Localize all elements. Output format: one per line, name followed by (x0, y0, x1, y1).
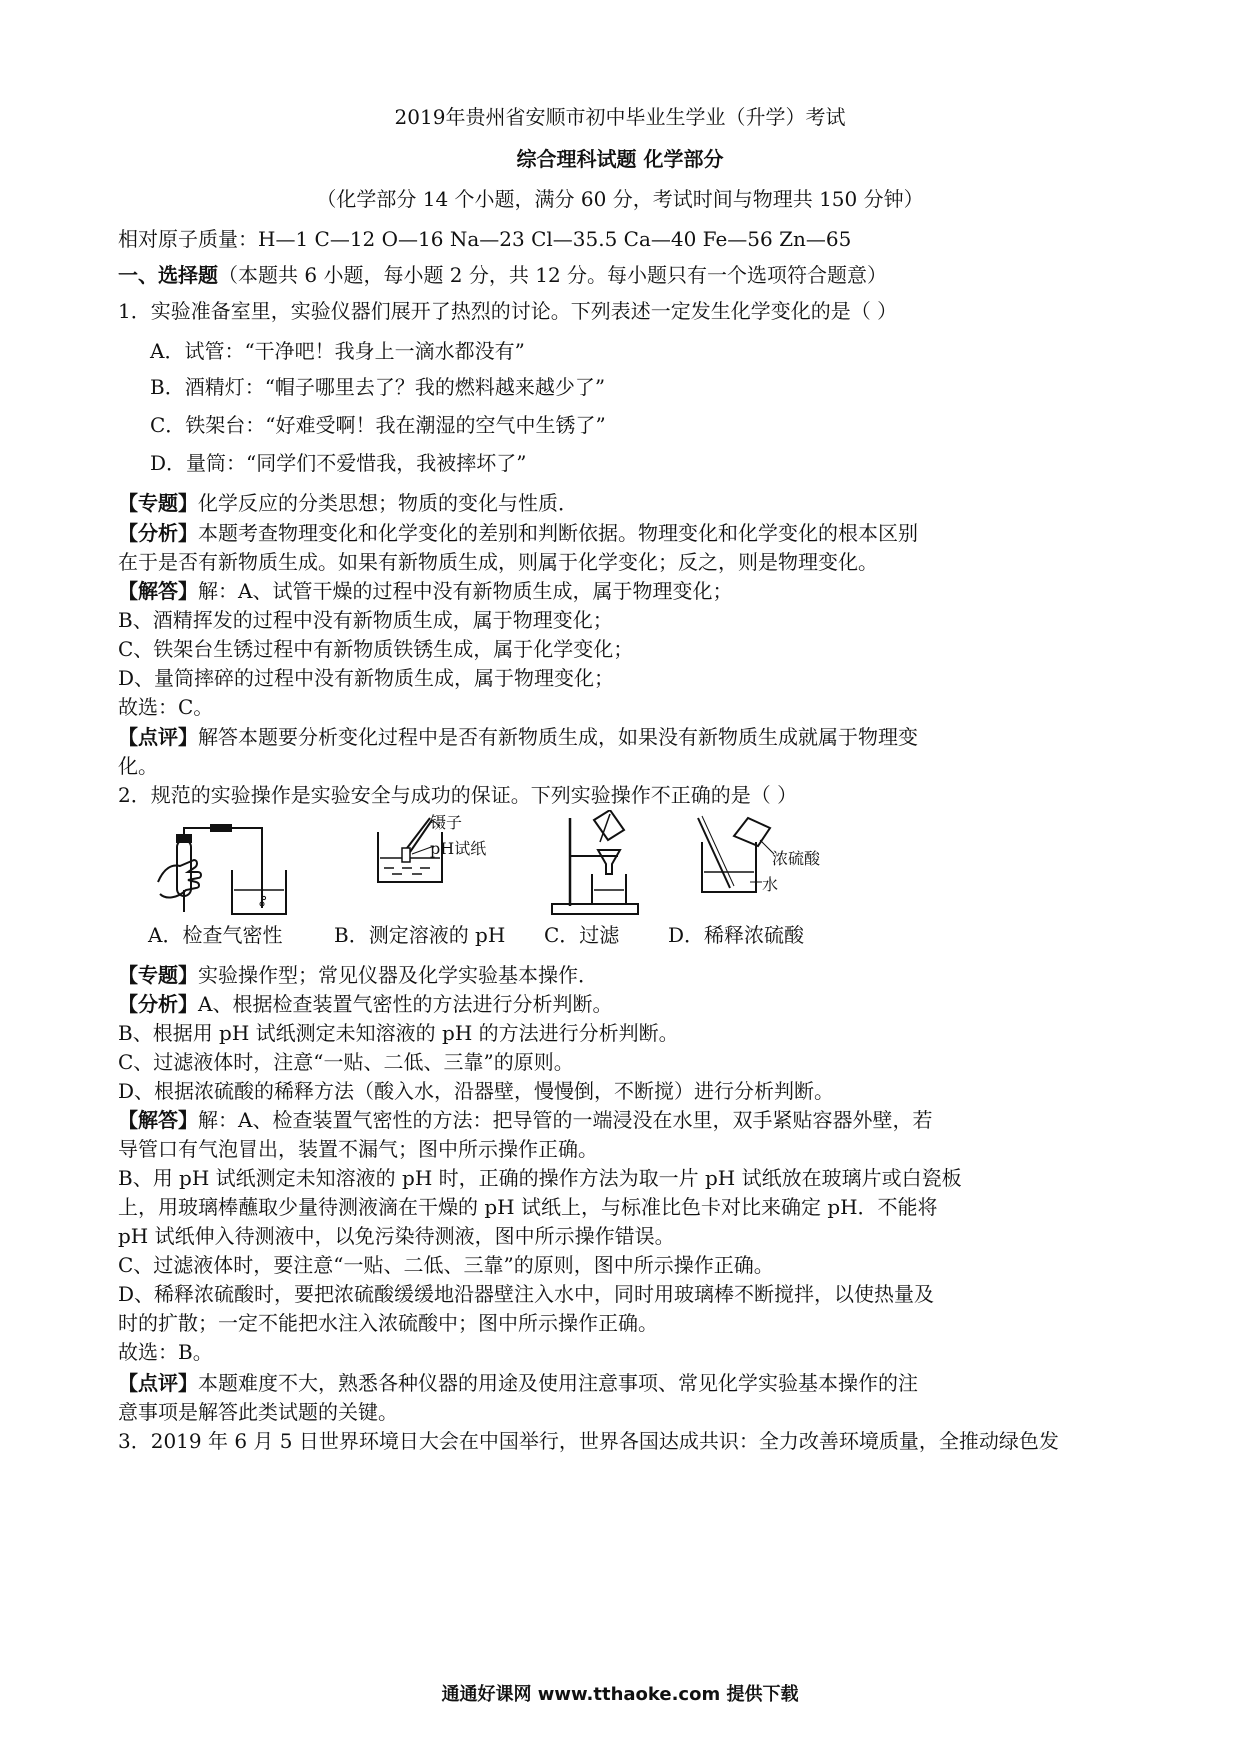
section-heading (118, 262, 887, 288)
q2-topic (118, 962, 598, 988)
q2-answer-text-1: 解：A、检查装置气密性的方法：把导管的一端浸没在水里，双手紧贴容器外壁，若 (198, 1108, 933, 1132)
q2-comment-tag: 【点评】 (118, 1371, 198, 1395)
q2-caption-b: B．测定溶液的 pH (334, 923, 506, 947)
figure-c-drawing (548, 810, 648, 920)
exam-subtitle: 综合理科试题 化学部分 (516, 147, 724, 171)
q1-comment-text-1: 解答本题要分析变化过程中是否有新物质生成，如果没有新物质生成就属于物理变 (198, 725, 918, 749)
q2-answer-1 (118, 1107, 932, 1133)
q2-answer-5: pH 试纸伸入待测液中，以免污染待测液，图中所示操作错误。 (118, 1224, 675, 1248)
q1-answer-1 (118, 578, 732, 604)
q1-option-b: B．酒精灯：“帽子哪里去了？我的燃料越来越少了” (150, 375, 606, 399)
q2-answer-3: B、用 pH 试纸测定未知溶液的 pH 时，正确的操作方法为取一片 pH 试纸放在玻璃片或白瓷板 (118, 1166, 962, 1190)
figure-d-label-water: 水 (762, 875, 779, 894)
q1-topic (118, 490, 578, 516)
q2-answer-4: 上，用玻璃棒蘸取少量待测液滴在干燥的 pH 试纸上，与标准比色卡对比来确定 pH．不能将 (118, 1195, 938, 1219)
q1-stem: 1．实验准备室里，实验仪器们展开了热烈的讨论。下列表述一定发生化学变化的是（ ） (118, 299, 898, 323)
q2-analysis-4: D、根据浓硫酸的稀释方法（酸入水，沿器壁，慢慢倒，不断搅）进行分析判断。 (118, 1079, 835, 1103)
page-footer: 通通好课网 www.tthaoke.com 提供下载 (441, 1684, 799, 1705)
q1-comment-tag: 【点评】 (118, 725, 198, 749)
q2-answer-8: 时的扩散；一定不能把水注入浓硫酸中；图中所示操作正确。 (118, 1311, 658, 1335)
q2-answer-2: 导管口有气泡冒出，装置不漏气；图中所示操作正确。 (118, 1137, 598, 1161)
q2-answer-tag: 【解答】 (118, 1108, 198, 1132)
q2-analysis-3: C、过滤液体时，注意“一贴、二低、三靠”的原则。 (118, 1050, 574, 1074)
q1-answer-tag: 【解答】 (118, 579, 198, 603)
exam-note: （化学部分 14 个小题，满分 60 分，考试时间与物理共 150 分钟） (316, 187, 924, 211)
section-heading-rest: （本题共 6 小题，每小题 2 分，共 12 分。每小题只有一个选项符合题意） (218, 263, 888, 287)
q2-comment-1 (118, 1370, 918, 1396)
q1-comment-2: 化。 (118, 754, 158, 778)
q2-answer-7: D、稀释浓硫酸时，要把浓硫酸缓缓地沿器壁注入水中，同时用玻璃棒不断搅拌，以使热量及 (118, 1282, 935, 1306)
q1-comment-1 (118, 724, 918, 750)
section-heading-bold: 一、选择题 (118, 263, 218, 287)
q2-analysis-text-1: A、根据检查装置气密性的方法进行分析判断。 (198, 992, 613, 1016)
q1-answer-4: D、量筒摔碎的过程中没有新物质生成，属于物理变化； (118, 666, 615, 690)
figure-a-drawing (150, 820, 300, 920)
q2-caption-c: C．过滤 (544, 923, 620, 947)
q2-caption-d: D．稀释浓硫酸 (668, 923, 805, 947)
figure-d-dilution (690, 812, 850, 902)
q2-topic-tag: 【专题】 (118, 963, 198, 987)
q1-analysis-1 (118, 520, 918, 546)
figure-d-label-acid: 浓硫酸 (772, 849, 821, 868)
q2-analysis-2: B、根据用 pH 试纸测定未知溶液的 pH 的方法进行分析判断。 (118, 1021, 679, 1045)
q1-answer-5: 故选：C。 (118, 695, 214, 719)
q1-answer-2: B、酒精挥发的过程中没有新物质生成，属于物理变化； (118, 608, 613, 632)
figure-b-label-tweezers: 镊子 (430, 813, 463, 832)
q3-stem: 3．2019 年 6 月 5 日世界环境日大会在中国举行，世界各国达成共识：全力改善环境质量，全推动绿色发 (118, 1429, 1059, 1453)
q1-topic-text: 化学反应的分类思想；物质的变化与性质． (198, 491, 578, 515)
q1-answer-text-1: 解：A、试管干燥的过程中没有新物质生成，属于物理变化； (198, 579, 733, 603)
atomic-mass-line: 相对原子质量：H—1 C—12 O—16 Na—23 Cl—35.5 Ca—40 Fe—56 Zn—65 (118, 227, 852, 251)
q2-topic-text: 实验操作型；常见仪器及化学实验基本操作． (198, 963, 598, 987)
q1-answer-3: C、铁架台生锈过程中有新物质铁锈生成，属于化学变化； (118, 637, 634, 661)
q1-option-d: D．量筒：“同学们不爱惜我，我被摔坏了” (150, 451, 527, 475)
q2-caption-a: A．检查气密性 (148, 923, 283, 947)
q2-answer-6: C、过滤液体时，要注意“一贴、二低、三靠”的原则，图中所示操作正确。 (118, 1253, 774, 1277)
q1-option-a: A．试管：“干净吧！我身上一滴水都没有” (150, 339, 525, 363)
exam-title: 2019年贵州省安顺市初中毕业生学业（升学）考试 (394, 105, 846, 129)
q2-analysis-tag: 【分析】 (118, 992, 198, 1016)
q1-topic-tag: 【专题】 (118, 491, 198, 515)
q1-analysis-text-1: 本题考查物理变化和化学变化的差别和判断依据。物理变化和化学变化的根本区别 (198, 521, 918, 545)
figure-c-filtration (548, 810, 648, 920)
figure-a-airtightness (150, 820, 300, 920)
q1-analysis-2: 在于是否有新物质生成。如果有新物质生成，则属于化学变化；反之，则是物理变化。 (118, 550, 878, 574)
q2-comment-text-1: 本题难度不大，熟悉各种仪器的用途及使用注意事项、常见化学实验基本操作的注 (198, 1371, 918, 1395)
q1-option-c: C．铁架台：“好难受啊！我在潮湿的空气中生锈了” (150, 413, 606, 437)
q2-stem: 2．规范的实验操作是实验安全与成功的保证。下列实验操作不正确的是（ ） (118, 783, 798, 807)
q1-analysis-tag: 【分析】 (118, 521, 198, 545)
q2-analysis-1 (118, 991, 612, 1017)
q2-answer-9: 故选：B。 (118, 1340, 213, 1364)
figure-b-label-ph-paper: pH试纸 (430, 839, 487, 858)
q2-comment-2: 意事项是解答此类试题的关键。 (118, 1400, 398, 1424)
figure-b-ph-test (372, 812, 522, 892)
